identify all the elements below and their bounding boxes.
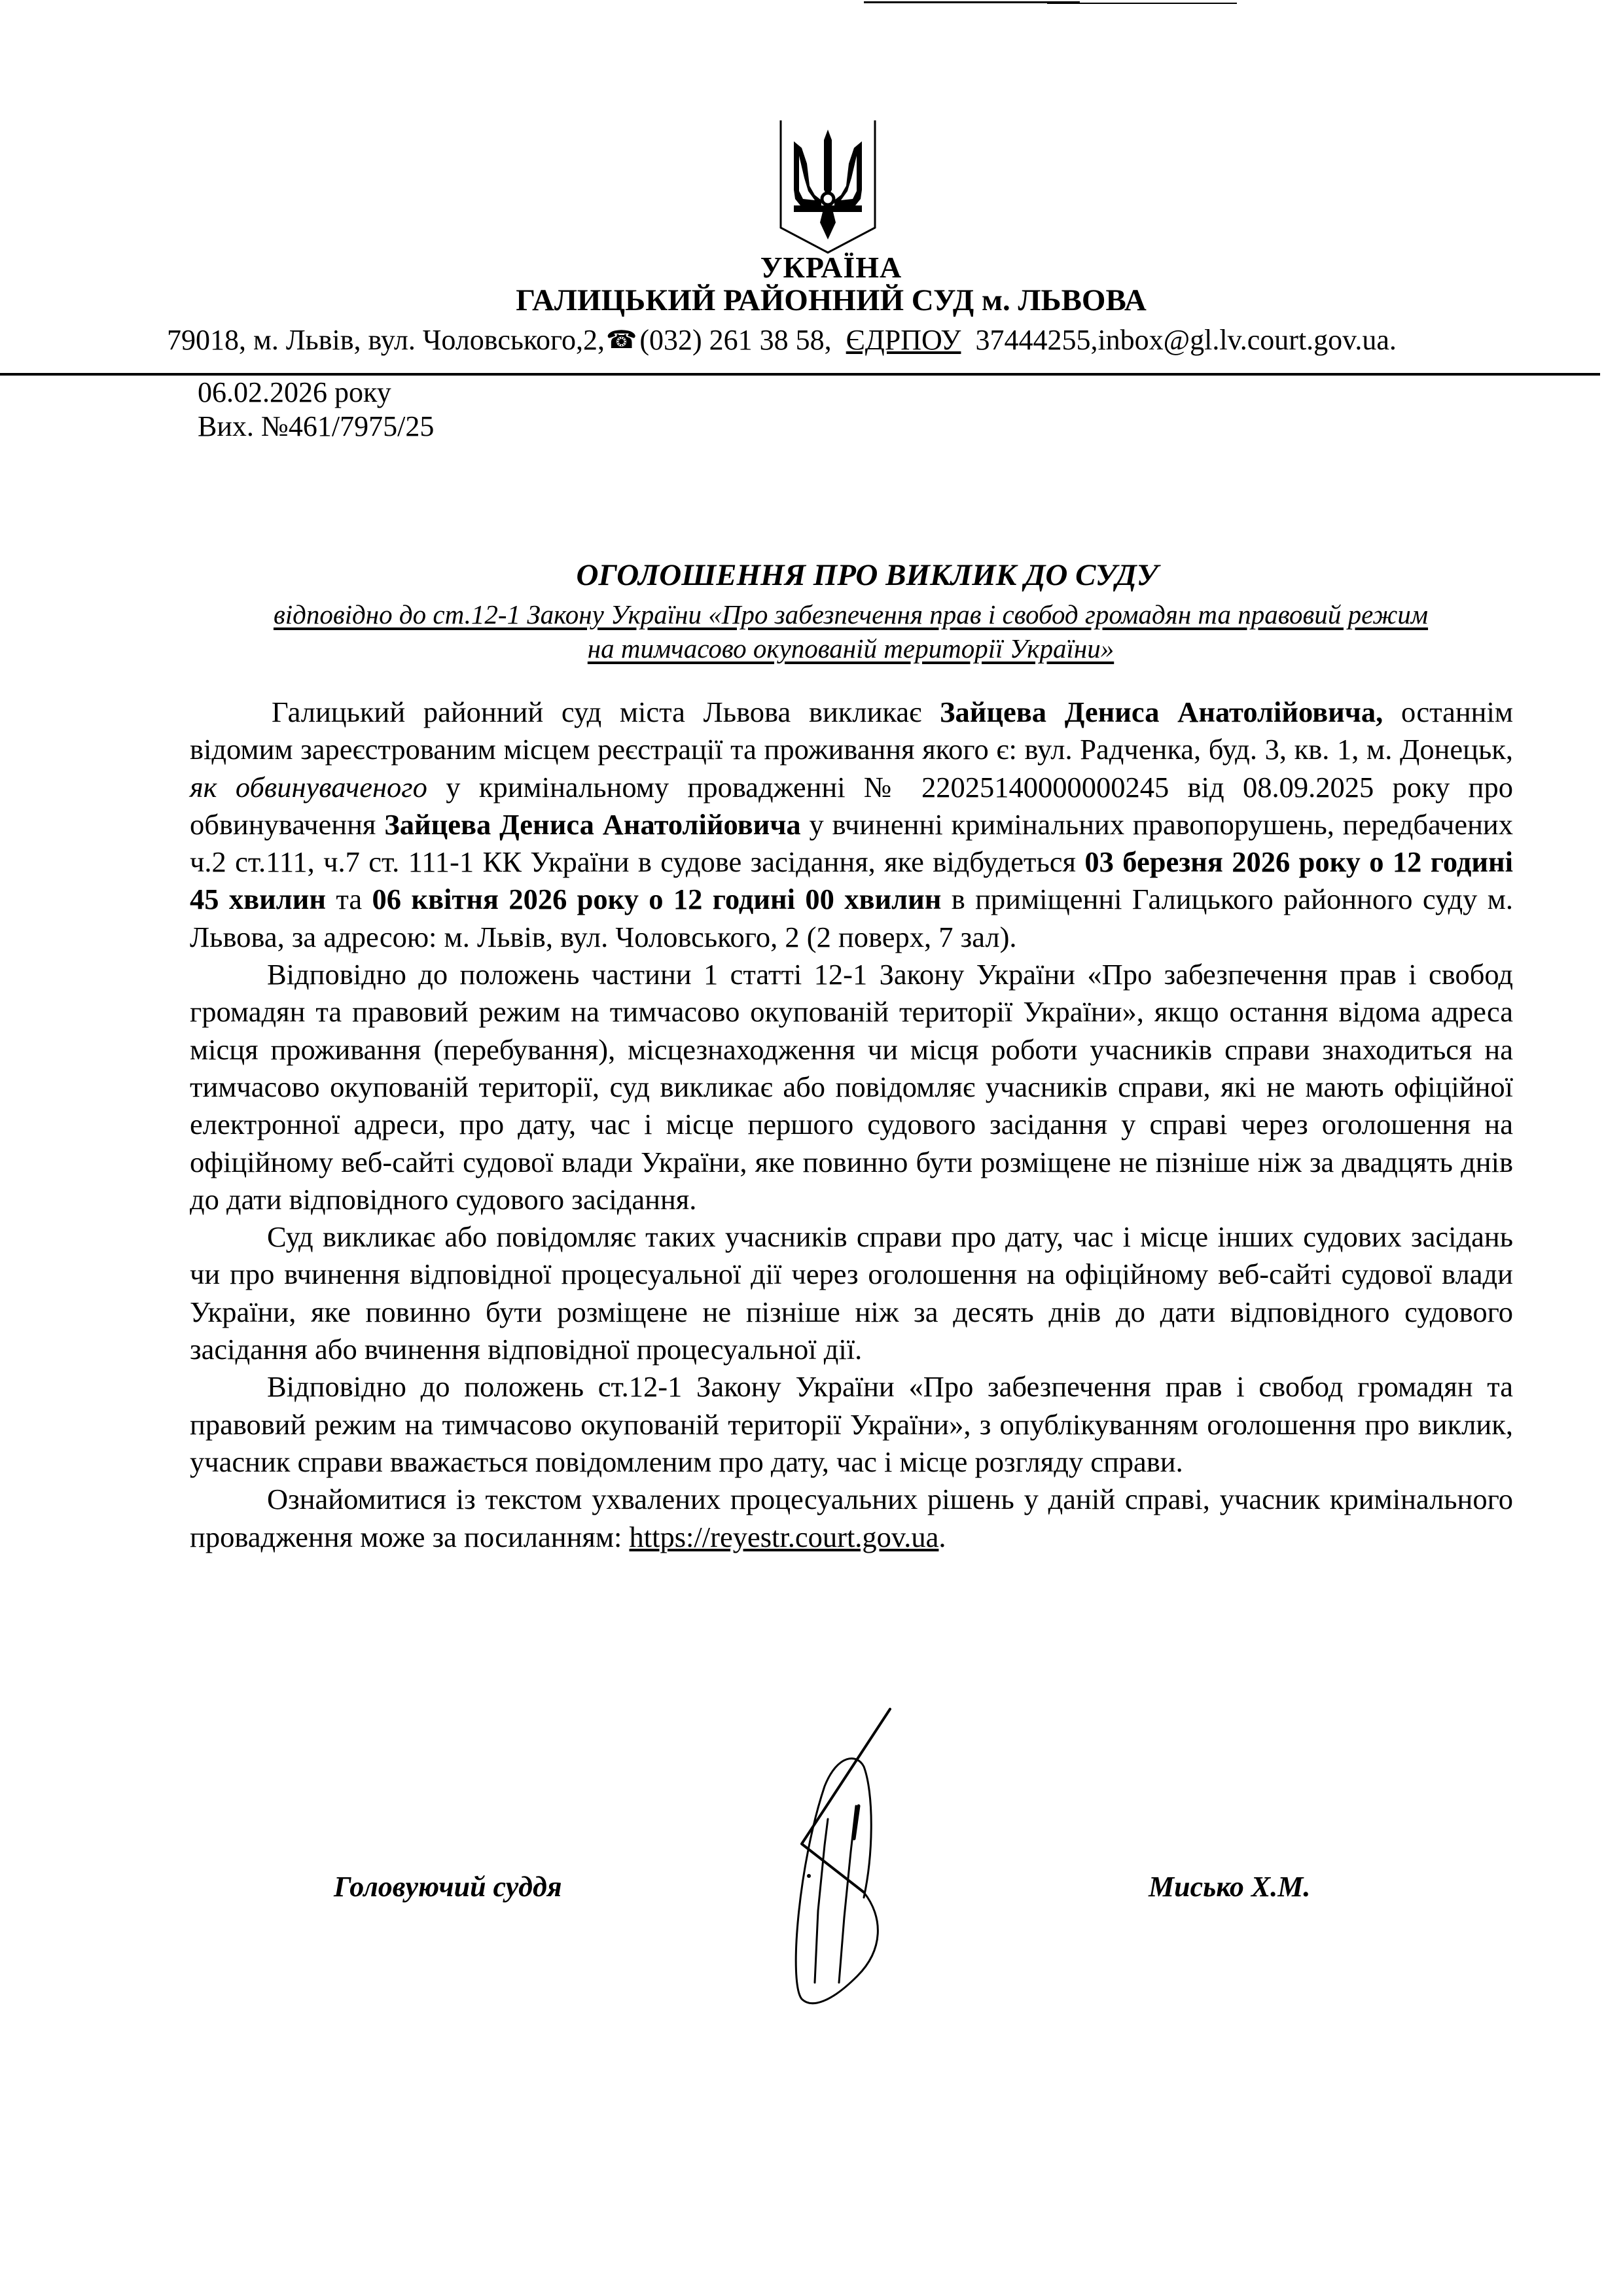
text-segment: останнім відомим зареєстрованим місцем реєстрації та проживання якого є: вул. Радченка, буд. 3, кв. 1, м. Донецьк, <box>190 696 1513 766</box>
phone-icon: ☎ <box>606 327 637 354</box>
text-segment: Галицький районний суд міста Львова викликає <box>272 696 940 728</box>
notice-subtitle-line-1: відповідно до ст.12-1 Закону України «Про забезпечення прав і свобод громадян та правовий режим <box>273 599 1429 629</box>
text-segment: . <box>938 1520 946 1553</box>
handwritten-signature <box>687 1701 982 2015</box>
accused-name: Зайцева Дениса Анатолійовича <box>384 807 801 841</box>
country-heading: УКРАЇНА <box>760 251 902 284</box>
text-segment: та <box>326 883 372 916</box>
notice-subtitle-line-2: на тимчасово окупованій території України» <box>587 633 1115 663</box>
outgoing-reference-number: Вих. №461/7975/25 <box>198 410 435 442</box>
address-street: 79018, м. Львів, вул. Чоловського,2, <box>167 324 605 356</box>
court-address-line <box>167 323 1580 357</box>
notice-body <box>190 694 1513 1556</box>
accused-name: Зайцева Дениса Анатолійовича, <box>939 696 1383 728</box>
text-segment: у кримінальному провадженні № 22025140000000245 від 08.09.2025 року про обвинувачення <box>190 770 1513 841</box>
accused-role: як обвинуваченого <box>190 770 427 804</box>
paragraph-summons <box>190 694 1513 956</box>
phone-number: (032) 261 38 58, <box>639 324 832 356</box>
text-segment: в приміщенні Галицького районного суду м. Львова, за адресою: м. Львів, вул. Чоловського, 2 (2 поверх, 7 зал). <box>190 883 1513 953</box>
paragraph-other-hearings: Суд викликає або повідомляє таких учасників справи про дату, час і місце інших судових засідань чи про вчинення відповідної процесуальної дії через оголошення на офіційному веб-сайті судової влади України, яке повинно бути розміщене не пізніше ніж за десять днів до дати відповідного судового засідання або вчинення відповідної процесуальної дії. <box>190 1220 1513 1366</box>
paragraph-registry-link <box>190 1481 1513 1556</box>
scan-artifact-line <box>1047 3 1237 4</box>
trident-icon <box>776 118 880 255</box>
edrpou-label: ЄДРПОУ <box>846 324 961 356</box>
registry-link[interactable]: https://reyestr.court.gov.ua <box>629 1520 939 1553</box>
signatory-name: Мисько Х.М. <box>1149 1871 1311 1903</box>
text-segment: у вчиненні кримінальних правопорушень, передбачених ч.2 ст.111, ч.7 ст. 111-1 КК України в судове засідання, яке відбудеться <box>190 807 1513 879</box>
text-segment: Ознайомитися із текстом ухвалених процесуальних рішень у даній справі, учасник кримінального провадження може за посиланням: <box>190 1483 1513 1553</box>
document-date: 06.02.2026 року <box>198 376 391 408</box>
notice-title: ОГОЛОШЕННЯ ПРО ВИКЛИК ДО СУДУ <box>576 558 1158 592</box>
hearing-datetime-2: 06 квітня 2026 року о 12 годині 00 хвилин <box>372 883 942 916</box>
paragraph-notification-effect: Відповідно до положень ст.12-1 Закону України «Про забезпечення прав і свобод громадян та правовий режим на тимчасово окупованій території України», з опублікуванням оголошення про виклик, учасник справи вважається повідомленим про дату, час і місце розгляду справи. <box>190 1370 1513 1478</box>
paragraph-legal-basis: Відповідно до положень частини 1 статті 12-1 Закону України «Про забезпечення прав і свобод громадян та правовий режим на тимчасово окупованій території України», якщо остання відома адреса місця проживання (перебування), місцезнаходження чи місця роботи учасників справи знаходиться на тимчасово окупованій території, суд викликає або повідомляє учасників справи, які не мають офіційної електронної адреси, про дату, час і місце першого судового засідання у справі через оголошення на офіційному веб-сайті судової влади України, яке повинно бути розміщене не пізніше ніж за двадцять днів до дати відповідного судового засідання. <box>190 958 1513 1216</box>
signatory-role: Головуючий суддя <box>334 1871 562 1903</box>
edrpou-code-email: 37444255,inbox@gl.lv.court.gov.ua. <box>975 324 1397 356</box>
hearing-datetime-1: 03 березня 2026 року о 12 годині 45 хвилин <box>190 845 1513 916</box>
court-name-heading: ГАЛИЦЬКИЙ РАЙОННИЙ СУД м. ЛЬВОВА <box>516 283 1147 317</box>
